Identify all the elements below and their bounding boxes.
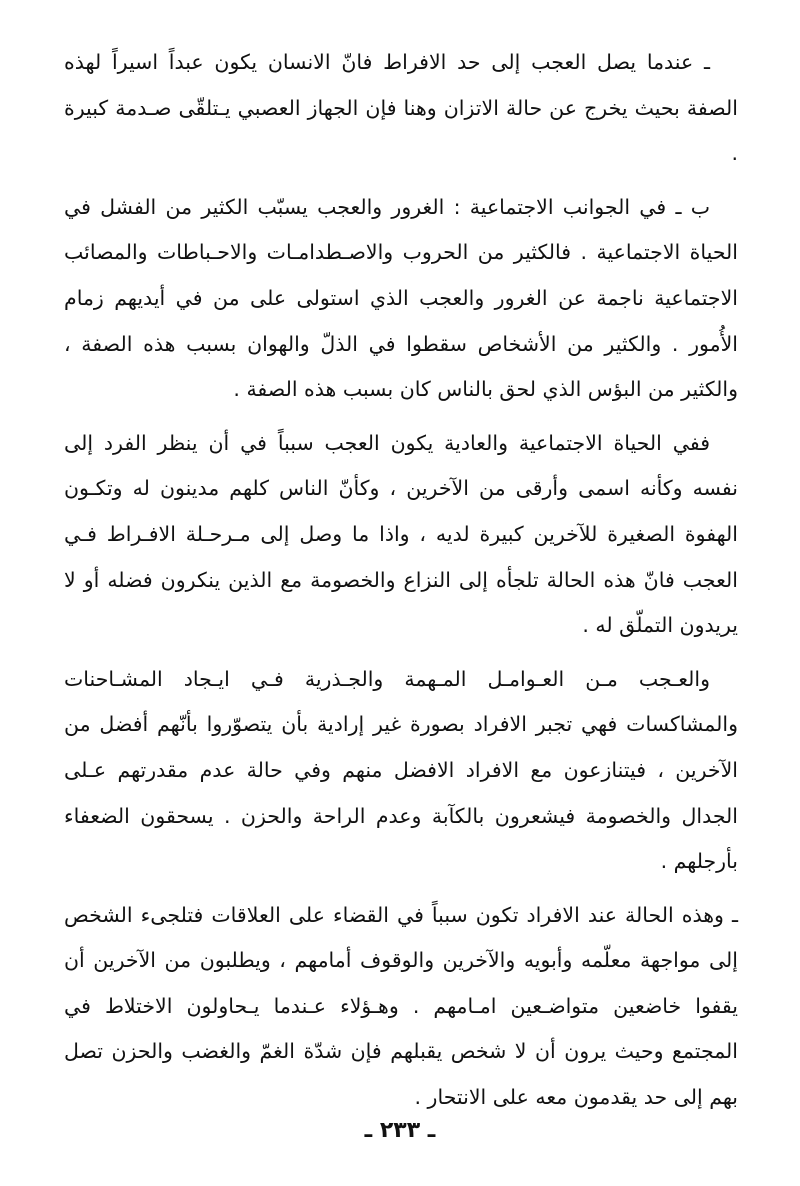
page-number: ـ ٢٣٣ ـ	[364, 1118, 436, 1143]
paragraph: والعـجب مـن العـوامـل المـهمة والجـذرية فـي ايـجاد المشـاحنات والمشاكسات فهي تجبر الافراد بصورة غير إرادية بأن يتصوّروا بأنّهم أفضل من الآخرين ، فيتنازعون مع الافراد الافضل منهم وفي حالة عدم مقدرتهم عـلى الجدال والخصومة فيشعرون بالكآبة وعدم الراحة والحزن . يسحقون الضعفاء بأرجلهم .	[64, 666, 738, 874]
page-body-text	[64, 40, 738, 1129]
paragraph: ـ وهذه الحالة عند الافراد تكون سبباً في القضاء على العلاقات فتلجىء الشخص إلى مواجهة معلّمه وأبويه والآخرين والوقوف أمامهم ، ويطلبون من الآخرين أن يقفوا خاضعين متواضـعين امـامهم . وهـؤلاء عـندما يـحاولون الاختلاط في المجتمع وحيث يرون أن لا شخص يقبلهم فإن شدّة الغمّ والغضب والحزن تصل بهم إلى حد يقدمون معه على الانتحار .	[64, 902, 738, 1110]
paragraph: ـ عندما يصل العجب إلى حد الافراط فانّ الانسان يكون عبداً اسيراً لهذه الصفة بحيث يخرج عن حالة الاتزان وهنا فإن الجهاز العصبي يـتلقّى صـدمة كبيرة .	[64, 50, 738, 166]
paragraph: ب ـ في الجوانب الاجتماعية : الغرور والعجب يسبّب الكثير من الفشل في الحياة الاجتماعية . فالكثير من الحروب والاصـطدامـات والاحـباطات والمصائب الاجتماعية ناجمة عن الغرور والعجب الذي استولى على من في أيديهم زمام الأُمور . والكثير من الأشخاص سقطوا في الذلّ والهوان بسبب هذه الصفة ، والكثير من البؤس الذي لحق بالناس كان بسبب هذه الصفة .	[64, 194, 738, 402]
paragraph: ففي الحياة الاجتماعية والعادية يكون العجب سبباً في أن ينظر الفرد إلى نفسه وكأنه اسمى وأرقى من الآخرين ، وكأنّ الناس كلهم مدينون له وتكـون الهفوة الصغيرة للآخرين كبيرة لديه ، واذا ما وصل إلى مـرحـلة الافـراط فـي العجب فانّ هذه الحالة تلجأه إلى النزاع والخصومة مع الذين ينكرون فضله أو لا يريدون التملّق له .	[64, 430, 738, 638]
